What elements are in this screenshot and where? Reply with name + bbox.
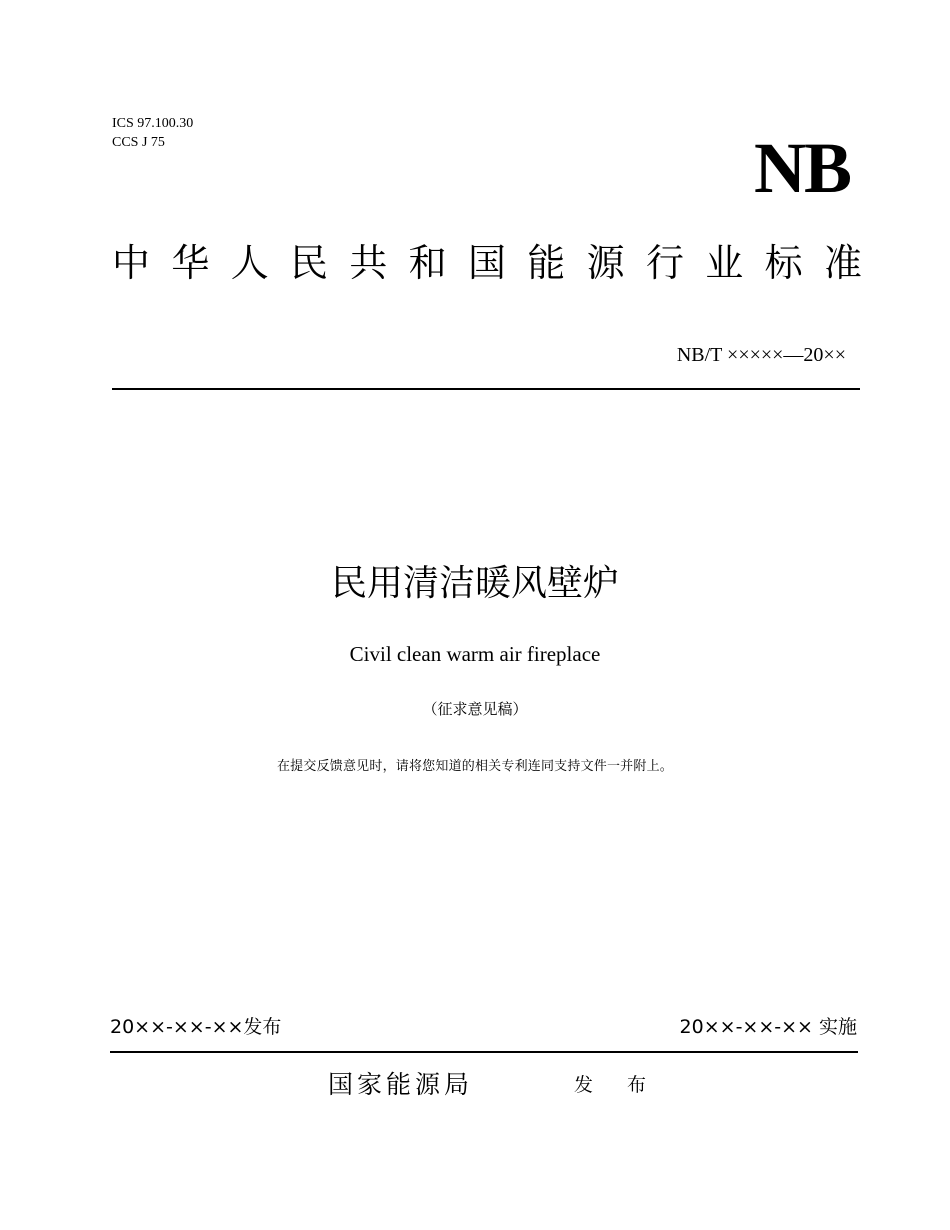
bottom-divider bbox=[110, 1051, 858, 1053]
patent-notice: 在提交反馈意见时，请将您知道的相关专利连同支持文件一并附上。 bbox=[276, 759, 673, 774]
classification-codes bbox=[112, 114, 193, 152]
implementation-date: 20××-××-×× 实施 bbox=[679, 1016, 857, 1038]
issue-date: 20××-××-××发布 bbox=[110, 1016, 282, 1038]
standard-title-char: 准 bbox=[823, 241, 862, 285]
standard-category-title bbox=[112, 238, 862, 288]
standard-title-char: 国 bbox=[467, 241, 506, 285]
draft-label: （征求意见稿） bbox=[422, 700, 528, 718]
standard-title-char: 源 bbox=[586, 241, 625, 285]
publish-label: 发 布 bbox=[574, 1074, 661, 1096]
standard-title-char: 华 bbox=[171, 241, 210, 285]
standard-title-char: 和 bbox=[408, 241, 447, 285]
standard-title-char: 能 bbox=[527, 241, 566, 285]
standard-title-char: 共 bbox=[349, 241, 388, 285]
ccs-code: CCS J 75 bbox=[112, 135, 165, 150]
document-title-chinese: 民用清洁暖风壁炉 bbox=[330, 563, 619, 604]
document-title-english: Civil clean warm air fireplace bbox=[349, 642, 601, 666]
publisher-name: 国家能源局 bbox=[328, 1070, 474, 1099]
ics-code: ICS 97.100.30 bbox=[112, 116, 194, 131]
top-divider bbox=[112, 388, 860, 390]
standard-title-char: 业 bbox=[705, 241, 744, 285]
standard-number: NB/T ×××××—20×× bbox=[676, 344, 846, 366]
standard-title-char: 标 bbox=[764, 241, 803, 285]
standard-title-char: 中 bbox=[112, 241, 151, 285]
standard-title-char: 人 bbox=[230, 241, 269, 285]
nb-logo: NB bbox=[753, 128, 850, 208]
standard-title-char: 民 bbox=[289, 241, 328, 285]
standard-title-char: 行 bbox=[645, 241, 684, 285]
